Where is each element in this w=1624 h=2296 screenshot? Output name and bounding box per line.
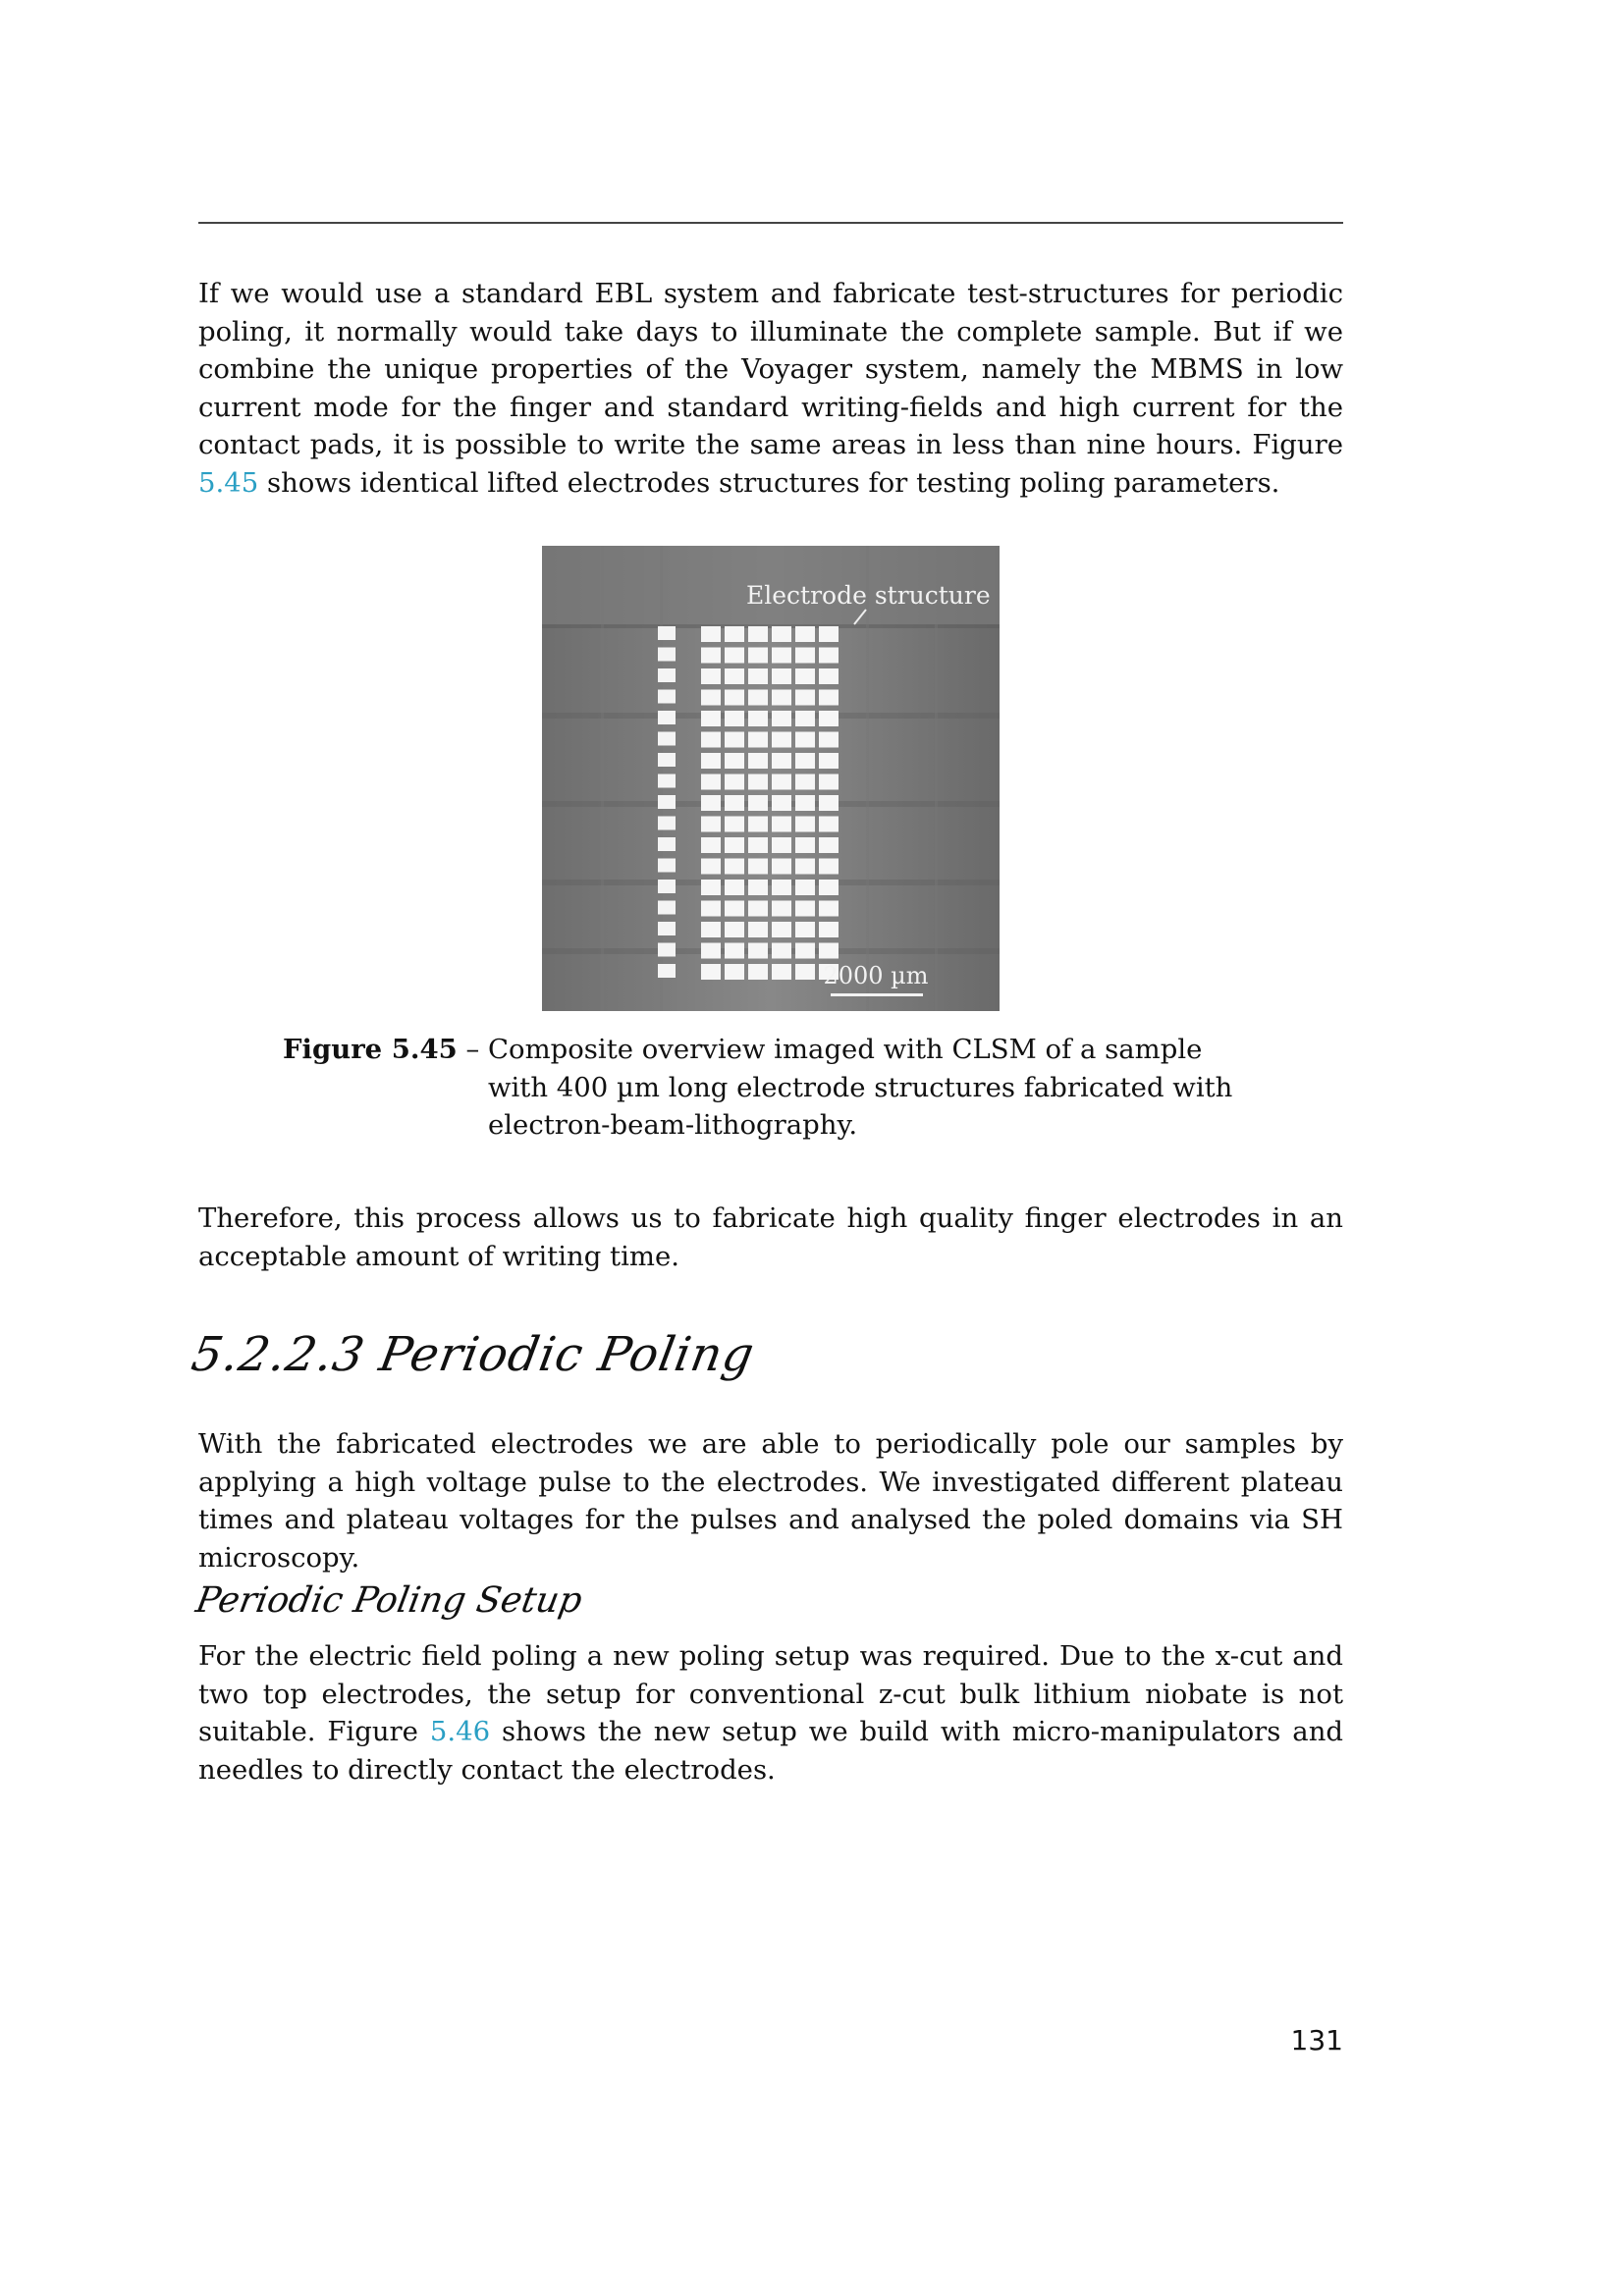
electrode-pad xyxy=(725,943,744,959)
electrode-pad xyxy=(772,690,791,706)
electrode-pad xyxy=(725,648,744,664)
electrode-pad xyxy=(658,690,676,704)
subsection-heading: Periodic Poling Setup xyxy=(192,1580,585,1621)
electrode-pad xyxy=(748,837,768,853)
electrode-pad xyxy=(819,817,839,832)
electrode-pad xyxy=(748,668,768,684)
electrode-pad xyxy=(658,922,676,935)
electrode-pad xyxy=(772,880,791,895)
electrode-pad xyxy=(772,817,791,832)
electrode-pad xyxy=(748,901,768,917)
electrode-pad xyxy=(748,753,768,769)
electrode-pad xyxy=(819,837,839,853)
electrode-pad xyxy=(819,880,839,895)
electrode-pad xyxy=(772,774,791,790)
electrode-pad xyxy=(658,711,676,724)
paragraph-setup-text-end: shows the new setup we build with micro-manipulators and needles to directly contact the electrodes. xyxy=(198,1716,1344,1786)
electrode-pad xyxy=(748,964,768,980)
electrode-pad xyxy=(795,732,815,748)
electrode-pad xyxy=(658,943,676,957)
electrode-pad xyxy=(795,901,815,917)
caption-text: Composite overview imaged with CLSM of a sample with 400 µm long electrode structures fabricated with electron-beam-lithography. xyxy=(487,1034,1233,1141)
electrode-annotation: Electrode structure xyxy=(746,581,991,610)
electrode-pad xyxy=(748,711,768,726)
electrode-pad xyxy=(772,648,791,664)
electrode-pad xyxy=(795,943,815,959)
figure-ref-5-46[interactable]: 5.46 xyxy=(429,1716,491,1747)
electrode-pad xyxy=(748,943,768,959)
electrode-pad xyxy=(748,648,768,664)
electrode-pad xyxy=(701,922,721,937)
electrode-pad xyxy=(819,753,839,769)
electrode-pad xyxy=(772,837,791,853)
figure-clsm-image xyxy=(542,546,1000,1011)
electrode-pad xyxy=(701,901,721,917)
electrode-pad xyxy=(748,795,768,811)
electrode-pad xyxy=(658,626,676,640)
scalebar xyxy=(831,993,923,996)
paragraph-conclusion: Therefore, this process allows us to fabricate high quality finger electrodes in an acceptable amount of writing time. xyxy=(198,1202,1343,1272)
paragraph-intro-text-end: shows identical lifted electrodes structures for testing poling parameters. xyxy=(258,466,1280,499)
electrode-pad xyxy=(819,732,839,748)
electrode-pad xyxy=(819,668,839,684)
electrode-pad xyxy=(795,964,815,980)
electrode-pad xyxy=(795,753,815,769)
electrode-pad xyxy=(748,732,768,748)
electrode-pad xyxy=(701,648,721,664)
electrode-pad xyxy=(701,964,721,980)
electrode-pad xyxy=(701,774,721,790)
electrode-pad xyxy=(819,922,839,937)
electrode-pad xyxy=(725,859,744,875)
electrode-pad xyxy=(701,711,721,726)
electrode-pad xyxy=(819,690,839,706)
electrode-pad xyxy=(819,901,839,917)
electrode-pad xyxy=(701,690,721,706)
electrode-pad xyxy=(725,817,744,832)
electrode-pad xyxy=(658,901,676,915)
electrode-pad xyxy=(795,711,815,726)
electrode-pad xyxy=(772,922,791,937)
electrode-pad xyxy=(725,774,744,790)
electrode-pad xyxy=(795,859,815,875)
electrode-pad xyxy=(725,626,744,642)
electrode-pad xyxy=(701,795,721,811)
electrode-pad xyxy=(725,795,744,811)
electrode-pad xyxy=(725,753,744,769)
electrode-pad xyxy=(725,901,744,917)
electrode-pad xyxy=(701,859,721,875)
electrode-pad xyxy=(725,732,744,748)
electrode-pad xyxy=(701,817,721,832)
electrode-pad xyxy=(658,668,676,682)
electrode-pad xyxy=(725,922,744,937)
electrode-pad xyxy=(658,964,676,978)
caption-dash: – xyxy=(457,1034,488,1065)
electrode-pad xyxy=(658,837,676,851)
electrode-pad xyxy=(658,795,676,809)
electrode-pad xyxy=(701,732,721,748)
electrode-pad xyxy=(772,732,791,748)
figure-caption xyxy=(283,1031,1265,1145)
electrode-pad xyxy=(725,690,744,706)
electrode-pad xyxy=(701,668,721,684)
electrode-pad xyxy=(658,753,676,767)
scalebar-label: 2000 µm xyxy=(823,962,929,989)
electrode-pad xyxy=(701,626,721,642)
electrode-pad xyxy=(701,943,721,959)
electrode-pad xyxy=(658,648,676,662)
electrode-pad xyxy=(772,943,791,959)
electrode-pad xyxy=(725,668,744,684)
paragraph-intro xyxy=(198,275,1343,502)
electrode-pad xyxy=(819,774,839,790)
electrode-pad xyxy=(819,711,839,726)
electrode-pad xyxy=(701,837,721,853)
electrode-pad xyxy=(795,774,815,790)
electrode-pad xyxy=(772,795,791,811)
paragraph-intro-text: If we would use a standard EBL system and fabricate test-structures for periodic poling, it normally would take days to illuminate the complete sample. But if we combine the unique properties of the Voyager system, namely the MBMS in low current mode for the finger and standard writing-fields and high current for the contact pads, it is possible to write the same areas in less than nine hours. Figure xyxy=(198,278,1343,460)
electrode-pad xyxy=(748,690,768,706)
figure-label: Figure 5.45 xyxy=(283,1034,458,1065)
electrode-pad xyxy=(658,732,676,746)
electrode-pad xyxy=(819,648,839,664)
electrode-pad xyxy=(772,668,791,684)
electrode-pad xyxy=(772,901,791,917)
electrode-pad xyxy=(795,668,815,684)
section-heading: 5.2.2.3 Periodic Poling xyxy=(188,1327,759,1382)
electrode-pad xyxy=(772,753,791,769)
page-number: 131 xyxy=(1290,2024,1343,2056)
electrode-pad xyxy=(701,880,721,895)
paragraph-setup xyxy=(198,1637,1343,1789)
electrode-pad xyxy=(772,964,791,980)
electrode-pad xyxy=(748,922,768,937)
electrode-pad xyxy=(795,922,815,937)
electrode-pad xyxy=(748,859,768,875)
electrode-pad xyxy=(795,795,815,811)
electrode-pad xyxy=(748,880,768,895)
electrode-pad xyxy=(725,964,744,980)
header-rule xyxy=(198,222,1343,224)
paragraph-poling: With the fabricated electrodes we are able to periodically pole our samples by applying a high voltage pulse to the electrodes. We investigated different plateau times and plateau voltages for the pulses and analysed the poled domains via SH microscopy. xyxy=(198,1428,1343,1574)
electrode-pad xyxy=(748,626,768,642)
electrode-pad xyxy=(725,880,744,895)
electrode-pad xyxy=(772,626,791,642)
electrode-pad xyxy=(658,859,676,873)
electrode-pad xyxy=(725,837,744,853)
electrode-pad xyxy=(795,648,815,664)
electrode-pad xyxy=(748,774,768,790)
electrode-pad xyxy=(772,711,791,726)
electrode-pad xyxy=(795,817,815,832)
electrode-pad xyxy=(819,795,839,811)
electrode-pad xyxy=(658,774,676,788)
electrode-pad xyxy=(772,859,791,875)
electrode-pad xyxy=(658,817,676,830)
electrode-pad xyxy=(701,753,721,769)
electrode-pad xyxy=(795,837,815,853)
electrode-pad xyxy=(795,626,815,642)
electrode-pad xyxy=(725,711,744,726)
electrode-pad xyxy=(795,690,815,706)
electrode-pad xyxy=(819,943,839,959)
paragraph-setup-text: For the electric field poling a new poling setup was required. Due to the x-cut and two top electrodes, the setup for conventional z-cut bulk lithium niobate is not suitable. Figure xyxy=(198,1640,1343,1747)
electrode-pad xyxy=(658,880,676,893)
electrode-pad xyxy=(748,817,768,832)
electrode-pad xyxy=(795,880,815,895)
electrode-pad xyxy=(819,859,839,875)
electrode-pad xyxy=(819,626,839,642)
figure-ref-5-45[interactable]: 5.45 xyxy=(198,466,259,499)
